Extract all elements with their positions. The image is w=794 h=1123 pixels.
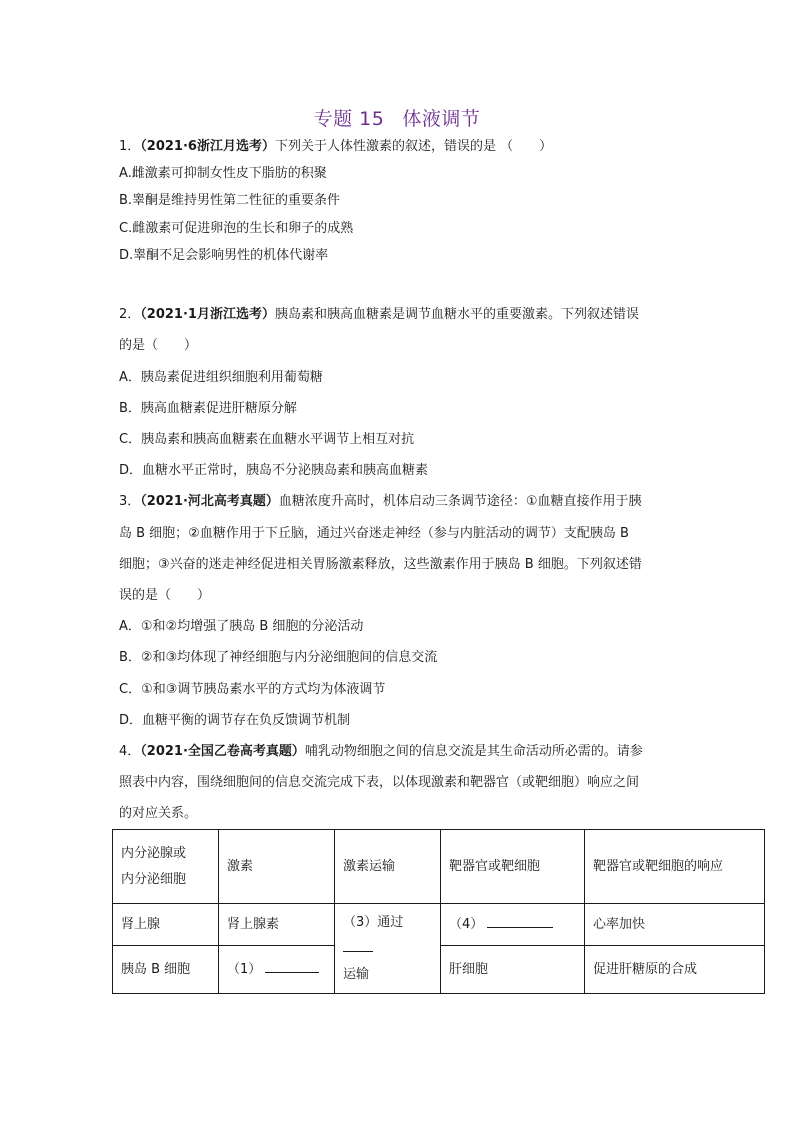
q1-source: （2021·6浙江月选考） — [140, 139, 275, 154]
cell-gland: 肾上腺 — [113, 904, 219, 946]
cell-gland: 胰岛 B 细胞 — [113, 946, 219, 994]
cell-response: 心率加快 — [585, 904, 765, 946]
header-hormone: 激素 — [219, 830, 335, 904]
q2-number: 2． — [119, 307, 141, 322]
cell-hormone: （1） — [219, 946, 335, 994]
q2-option-d: D．血糖水平正常时，胰岛不分泌胰岛素和胰高血糖素 — [119, 463, 429, 478]
cell-target: 肝细胞 — [441, 946, 585, 994]
q3-text: 血糖浓度升高时，机体启动三条调节途径：①血糖直接作用于胰 — [278, 494, 642, 509]
q4-stem-line3: 的对应关系。 — [119, 806, 198, 821]
cell-hormone: 肾上腺素 — [219, 904, 335, 946]
q4-number: 4． — [119, 744, 141, 759]
q1-option-a: A.雌激素可抑制女性皮下脂肪的积聚 — [119, 166, 327, 181]
table-header-row — [113, 830, 765, 904]
title-prefix: 专题 15 — [313, 108, 385, 130]
q1-option-b: B.睾酮是维持男性第二性征的重要条件 — [119, 193, 341, 208]
q2-option-c: C．胰岛素和胰高血糖素在血糖水平调节上相互对抗 — [119, 432, 415, 447]
header-response: 靶器官或靶细胞的响应 — [585, 830, 765, 904]
q3-stem-line3: 细胞；③兴奋的迷走神经促进相关胃肠激素释放，这些激素作用于胰岛 B 细胞。下列叙述错 — [119, 557, 642, 572]
q2-option-a: A．胰岛素促进组织细胞利用葡萄糖 — [119, 370, 323, 385]
q3-source: （2021·河北高考真题） — [140, 494, 279, 509]
q1-number: 1． — [119, 139, 141, 154]
q3-option-c: C．①和③调节胰岛素水平的方式均为体液调节 — [119, 682, 386, 697]
header-target: 靶器官或靶细胞 — [441, 830, 585, 904]
q3-option-d: D．血糖平衡的调节存在负反馈调节机制 — [119, 713, 351, 728]
q4-stem — [119, 743, 643, 761]
q2-source: （2021·1月浙江选考） — [140, 307, 275, 322]
q2-stem — [119, 306, 639, 324]
q1-stem — [119, 138, 552, 156]
q2-stem-cont: 的是（ ） — [119, 338, 198, 353]
header-transport: 激素运输 — [335, 830, 441, 904]
cell-response: 促进肝糖原的合成 — [585, 946, 765, 994]
hormone-table — [112, 829, 765, 994]
answer-blank-3[interactable] — [343, 939, 373, 952]
q3-option-a: A．①和②均增强了胰岛 B 细胞的分泌活动 — [119, 619, 364, 634]
transport-text-2: 运输 — [343, 966, 370, 982]
q1-option-d: D.睾酮不足会影响男性的机体代谢率 — [119, 248, 329, 263]
q3-stem — [119, 493, 642, 511]
answer-blank-4[interactable] — [487, 915, 553, 928]
page-title — [0, 104, 794, 131]
cell-transport — [335, 904, 441, 994]
header-gland: 内分泌腺或 内分泌细胞 — [113, 830, 219, 904]
q3-number: 3． — [119, 494, 141, 509]
q1-text: 下列关于人体性激素的叙述，错误的是 （ ） — [274, 139, 553, 154]
answer-blank-1[interactable] — [265, 960, 319, 973]
q2-option-b: B．胰高血糖素促进肝糖原分解 — [119, 401, 297, 416]
cell-target: （4） — [441, 904, 585, 946]
q1-option-c: C.雌激素可促进卵泡的生长和卵子的成熟 — [119, 221, 354, 236]
q3-stem-line4: 误的是（ ） — [119, 588, 211, 603]
q2-text: 胰岛素和胰高血糖素是调节血糖水平的重要激素。下列叙述错误 — [274, 307, 639, 322]
q4-source: （2021·全国乙卷高考真题） — [140, 744, 305, 759]
q3-option-b: B．②和③均体现了神经细胞与内分泌细胞间的信息交流 — [119, 650, 438, 665]
q3-stem-line2: 岛 B 细胞；②血糖作用于下丘脑，通过兴奋迷走神经（参与内脏活动的调节）支配胰岛 B — [119, 526, 629, 541]
q4-stem-line2: 照表中内容，围绕细胞间的信息交流完成下表，以体现激素和靶器官（或靶细胞）响应之间 — [119, 775, 640, 790]
q4-text: 哺乳动物细胞之间的信息交流是其生命活动所必需的。请参 — [304, 744, 643, 759]
table-row — [113, 904, 765, 946]
title-topic: 体液调节 — [402, 108, 481, 130]
transport-text: （3）通过 — [343, 914, 404, 930]
